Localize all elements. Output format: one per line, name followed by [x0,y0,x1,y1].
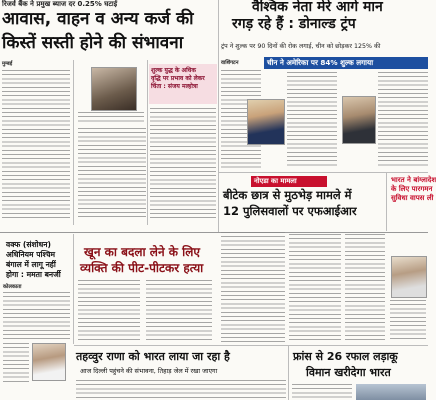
left-side-body [3,292,70,340]
bottom-right-headline-line1: फ्रांस से 26 रफाल लड़ाकू [293,350,398,363]
right-story-line2: के लिए पारगमन [391,185,433,193]
right-story-kicker: भारत ने बांग्लादेश [391,176,436,184]
top-right-body-column-2 [287,72,337,168]
minister-photo [391,256,427,298]
top-right-body-column-3 [378,72,428,168]
top-right-headline-line1: वैश्विक नेता मेरे आगे मान [252,0,383,15]
bottom-left-deck: आज दिल्ली पहुंचने की संभावना, तिहाड़ जेल में रखा जाएगा [80,367,218,375]
center-body-column-2 [289,234,341,342]
bottom-right-body [292,384,352,400]
trump-photo [247,99,285,145]
photo-caption [78,112,144,124]
center-headline-line2: 12 पुलिसवालों पर एफआईआर [223,204,357,218]
top-left-body-column-2 [78,128,146,220]
left-side-body-2 [3,343,29,383]
jet-photo [356,384,426,400]
top-right-headline-line2: रगड़ रहे हैं : डोनाल्ड ट्रंप [232,16,356,32]
governor-photo [91,67,137,111]
middle-headline-line1: खून का बदला लेने के लिए [84,245,201,259]
xi-photo [342,96,376,144]
middle-body-column-1 [78,280,140,342]
bottom-left-headline: तहव्वुर राणा को भारत लाया जा रहा है [76,350,230,363]
center-body-column-1 [221,232,285,342]
middle-body-column-2 [146,280,212,342]
quote-kicker: शुल्क युद्ध के अधिक [151,67,196,74]
middle-headline-line2: व्यक्ति की पीट-पीटकर हत्या [80,261,204,275]
top-right-sub-bar: चीन ने अमेरिका पर 84% शुल्क लगाया [264,57,428,69]
quote-line3: चिंता : संजय मल्होत्रा [151,83,198,90]
top-left-headline-line1: आवास, वाहन व अन्य कर्ज की [2,9,194,29]
top-left-kicker: रिजर्व बैंक ने प्रमुख ब्याज दर 0.25% घटाई [2,0,118,8]
right-story-body [345,234,385,342]
left-side-headline: वक्फ (संशोधन) अधिनियम पश्चिम बंगाल में लागू नहीं होगा : ममता बनर्जी [6,240,61,279]
quote-line2: वृद्धि पर प्रभाव को लेकर [151,75,205,82]
center-kicker: नोएडा का मामला [251,176,327,187]
right-story-body-2 [390,300,426,342]
left-side-dateline: कोलकाता [3,284,22,290]
top-left-body-column-3 [150,108,216,220]
center-headline-line1: बीटेक छात्र से मुठभेड़ मामले में [223,188,352,202]
top-right-deck: ट्रंप ने शुल्क पर 90 दिनों की रोक लगाई, चीन को छोड़कर 125% की [221,43,381,50]
top-left-headline-line2: किस्तें सस्ती होने की संभावना [2,33,184,53]
top-right-dateline: वाशिंगटन [221,60,239,66]
top-left-body-column-1 [2,70,70,220]
top-left-dateline: मुम्बई [2,61,13,67]
right-story-line3: सुविधा वापस ली [391,194,434,202]
bottom-left-body [76,380,286,400]
mamata-photo [32,343,66,381]
bottom-right-headline-line2: विमान खरीदेगा भारत [306,366,391,379]
